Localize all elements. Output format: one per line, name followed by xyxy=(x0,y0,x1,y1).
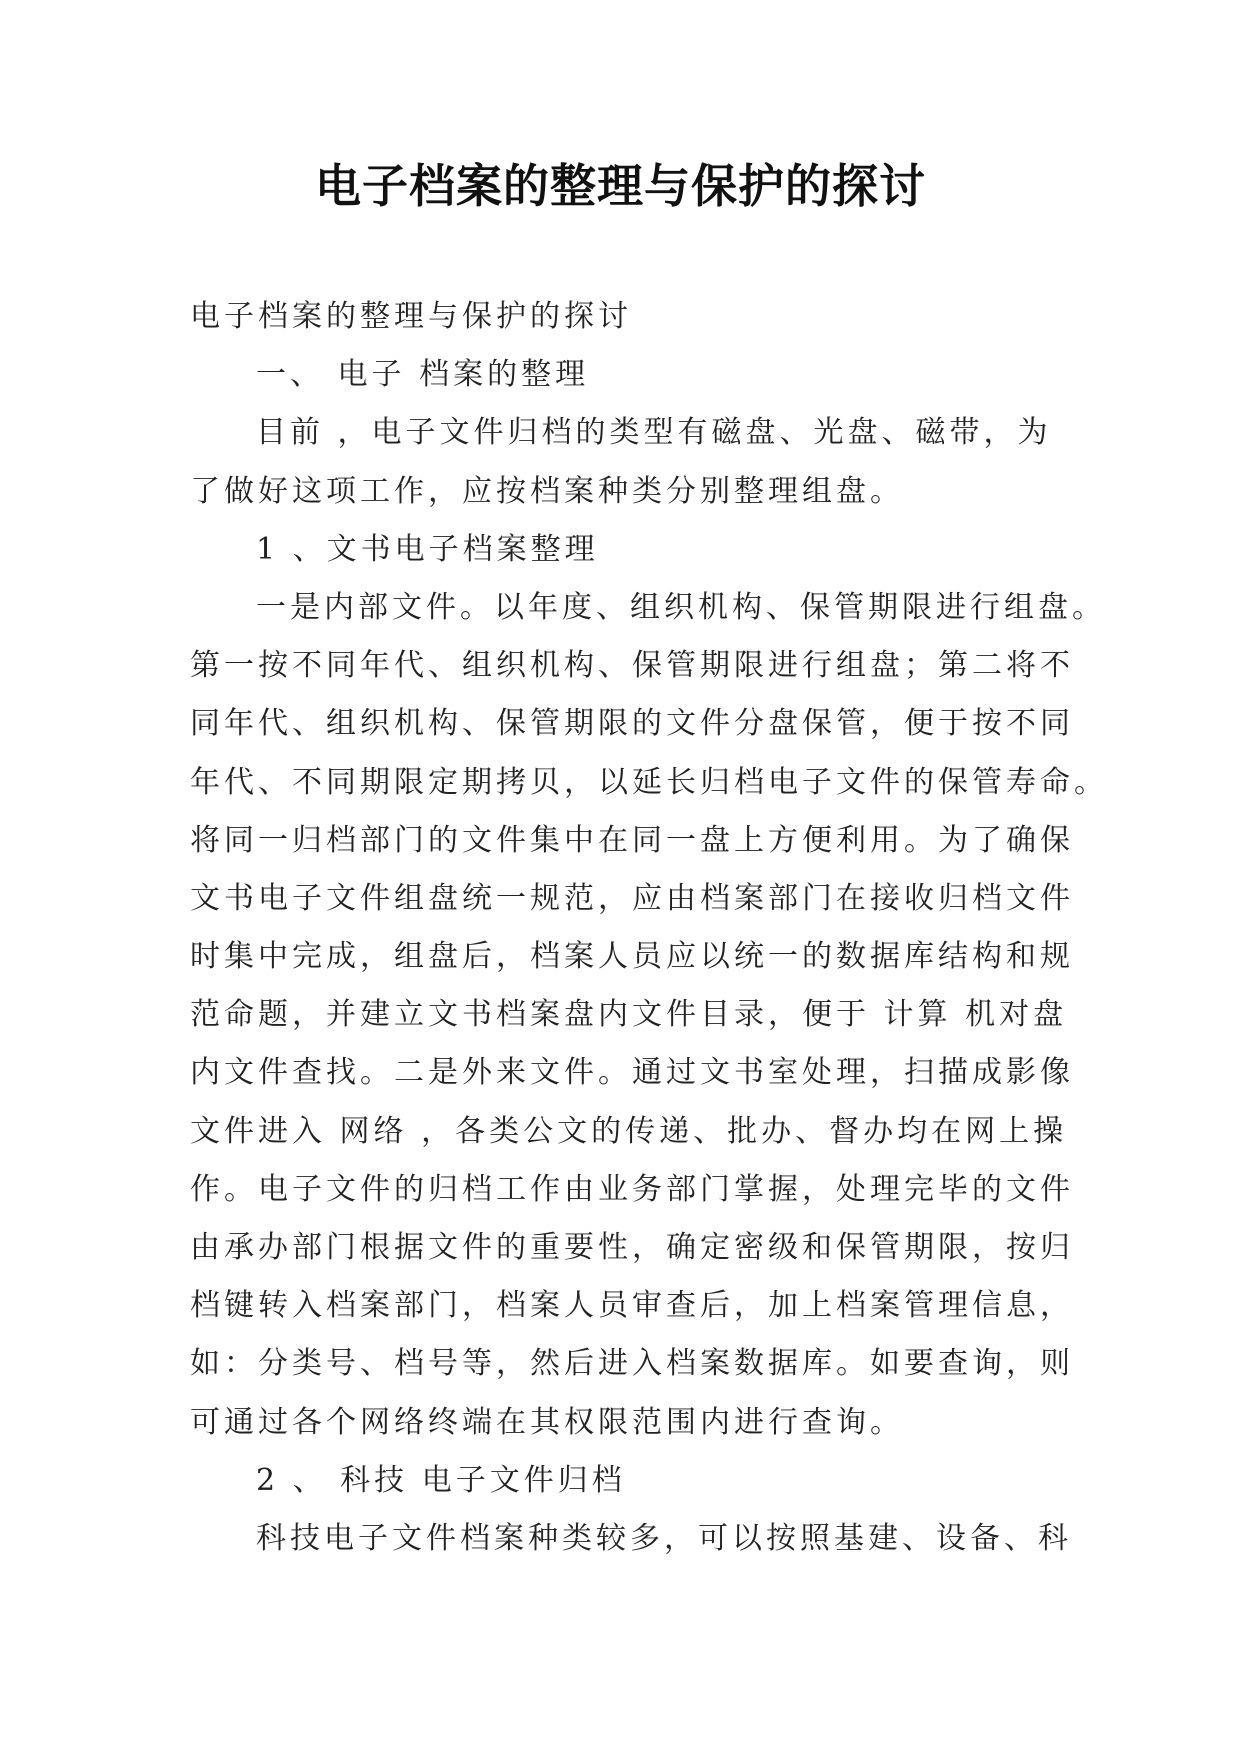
text-line: 一、 电子 档案的整理 xyxy=(256,357,590,393)
text-line: 同年代、组织机构、保管期限的文件分盘保管，便于按不同 xyxy=(190,706,1074,742)
text-line: 文书电子文件组盘统一规范，应由档案部门在接收归档文件 xyxy=(190,880,1074,916)
text-line: 时集中完成，组盘后，档案人员应以统一的数据库结构和规 xyxy=(190,939,1074,975)
text-line: 作。电子文件的归档工作由业务部门掌握，处理完毕的文件 xyxy=(190,1171,1074,1207)
text-line: 由承办部门根据文件的重要性，确定密级和保管期限，按归 xyxy=(190,1230,1074,1265)
text-line: 可通过各个网络终端在其权限范围内进行查询。 xyxy=(190,1404,904,1440)
text-line: 电子档案的整理与保护的探讨 xyxy=(190,299,632,334)
text-line: 内文件查找。二是外来文件。通过文书室处理，扫描成影像 xyxy=(190,1055,1074,1091)
text-line: 档键转入档案部门，档案人员审查后，加上档案管理信息， xyxy=(190,1288,1074,1324)
text-line: 年代、不同期限定期拷贝，以延长归档电子文件的保管寿命。 xyxy=(190,764,1108,800)
text-line: 第一按不同年代、组织机构、保管期限进行组盘；第二将不 xyxy=(190,648,1074,684)
text-line: 1 、文书电子档案整理 xyxy=(256,531,599,567)
text-line: 文件进入 网络 ，各类公文的传递、批办、督办均在网上操 xyxy=(190,1113,1068,1149)
text-line: 如：分类号、档号等，然后进入档案数据库。如要查询，则 xyxy=(190,1346,1074,1382)
text-line: 了做好这项工作，应按档案种类分别整理组盘。 xyxy=(190,473,904,509)
text-line: 目前 ，电子文件归档的类型有磁盘、光盘、磁带，为 xyxy=(256,415,1052,451)
text-line: 将同一归档部门的文件集中在同一盘上方便利用。为了确保 xyxy=(190,822,1074,858)
document-title: 电子档案的整理与保护的探讨 xyxy=(315,159,926,213)
text-line: 2 、 科技 电子文件归档 xyxy=(256,1462,626,1498)
text-line: 科技电子文件档案种类较多，可以按照基建、设备、科 xyxy=(256,1520,1072,1556)
text-line: 范命题，并建立文书档案盘内文件目录，便于 计算 机对盘 xyxy=(190,997,1068,1033)
text-line: 一是内部文件。以年度、组织机构、保管期限进行组盘。 xyxy=(256,589,1106,625)
document-body xyxy=(190,288,1108,1568)
